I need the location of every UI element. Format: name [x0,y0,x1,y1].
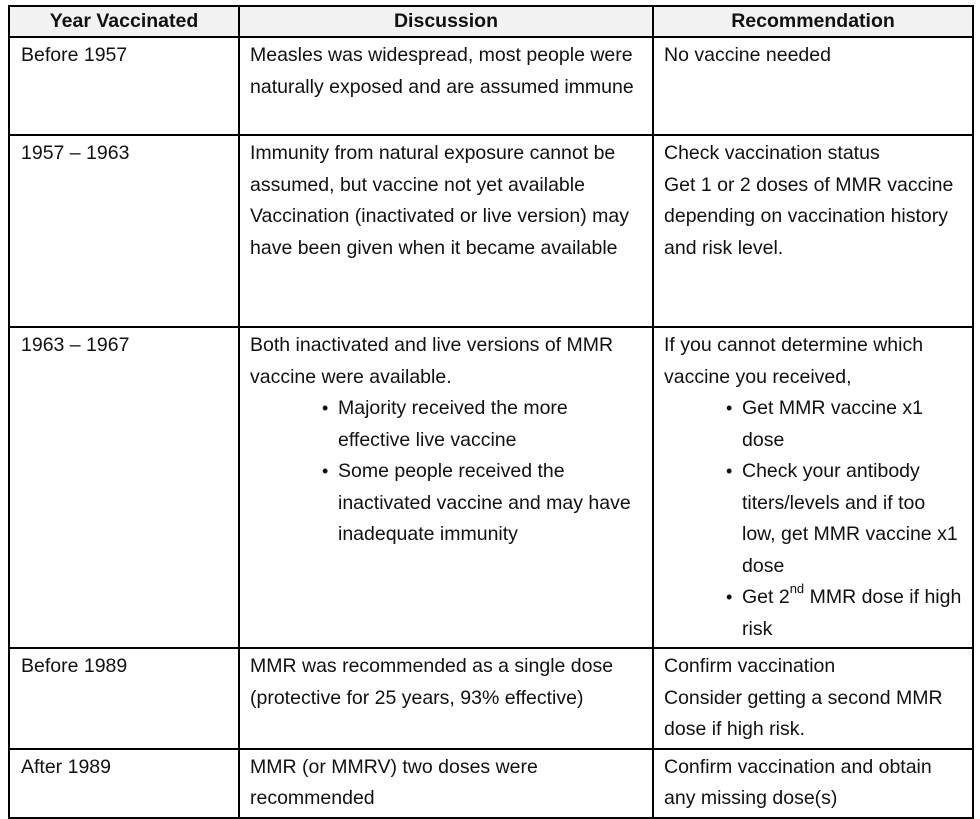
discussion-cell [239,37,653,135]
discussion-text: Both inactivated and live versions of MMR vaccine were available. [250,334,614,388]
recommendation-text: Check vaccination status [664,142,880,164]
list-item [742,582,962,645]
year-cell: 1963 – 1967 [9,327,239,648]
discussion-bullet-list [250,393,642,551]
table-row [9,648,973,749]
header-year-vaccinated: Year Vaccinated [9,6,239,37]
recommendation-cell [653,37,973,135]
discussion-text: Measles was widespread, most people were naturally exposed and are assumed immune [250,44,634,98]
year-cell: Before 1957 [9,37,239,135]
bullet-text-post: MMR dose if high risk [742,586,962,640]
table-row [9,135,973,327]
discussion-cell [239,135,653,327]
list-item: • Some people received the inactivated vaccine and may have inadequate immunity [338,456,642,551]
recommendation-cell [653,135,973,327]
list-item: • Majority received the more effective live vaccine [338,393,642,456]
recommendation-text: Confirm vaccination and obtain any missing dose(s) [664,755,932,809]
list-item: • Check your antibody titers/levels and if too low, get MMR vaccine x1 dose [742,456,962,582]
ordinal-superscript: nd [789,580,805,596]
recommendation-text: Get 1 or 2 doses of MMR vaccine depending on vaccination history and risk level. [664,173,954,259]
recommendation-text: No vaccine needed [664,44,831,66]
discussion-cell [239,749,653,818]
bullet-text-pre: Get 2 [742,586,790,608]
year-cell: 1957 – 1963 [9,135,239,327]
discussion-cell [239,648,653,749]
discussion-text: Vaccination (inactivated or live version) may have been given when it became available [250,205,629,259]
recommendation-cell [653,749,973,818]
recommendation-cell [653,648,973,749]
table-row [9,749,973,818]
header-discussion: Discussion [239,6,653,37]
discussion-cell [239,327,653,648]
table-row [9,327,973,648]
recommendation-text: Consider getting a second MMR dose if high risk. [664,686,943,740]
year-cell: After 1989 [9,749,239,818]
discussion-text: MMR (or MMRV) two doses were recommended [250,755,538,809]
discussion-text: MMR was recommended as a single dose (protective for 25 years, 93% effective) [250,655,614,709]
list-item: • Get MMR vaccine x1 dose [742,393,962,456]
measles-vaccination-table-container [8,5,972,819]
recommendation-cell [653,327,973,648]
recommendation-bullet-list [664,393,962,645]
year-cell: Before 1989 [9,648,239,749]
recommendation-text: If you cannot determine which vaccine you received, [664,334,924,388]
table-row [9,37,973,135]
header-row [9,6,973,37]
header-recommendation: Recommendation [653,6,973,37]
measles-vaccination-table [8,5,974,819]
recommendation-text: Confirm vaccination [664,655,836,677]
discussion-text: Immunity from natural exposure cannot be assumed, but vaccine not yet available [250,142,616,196]
